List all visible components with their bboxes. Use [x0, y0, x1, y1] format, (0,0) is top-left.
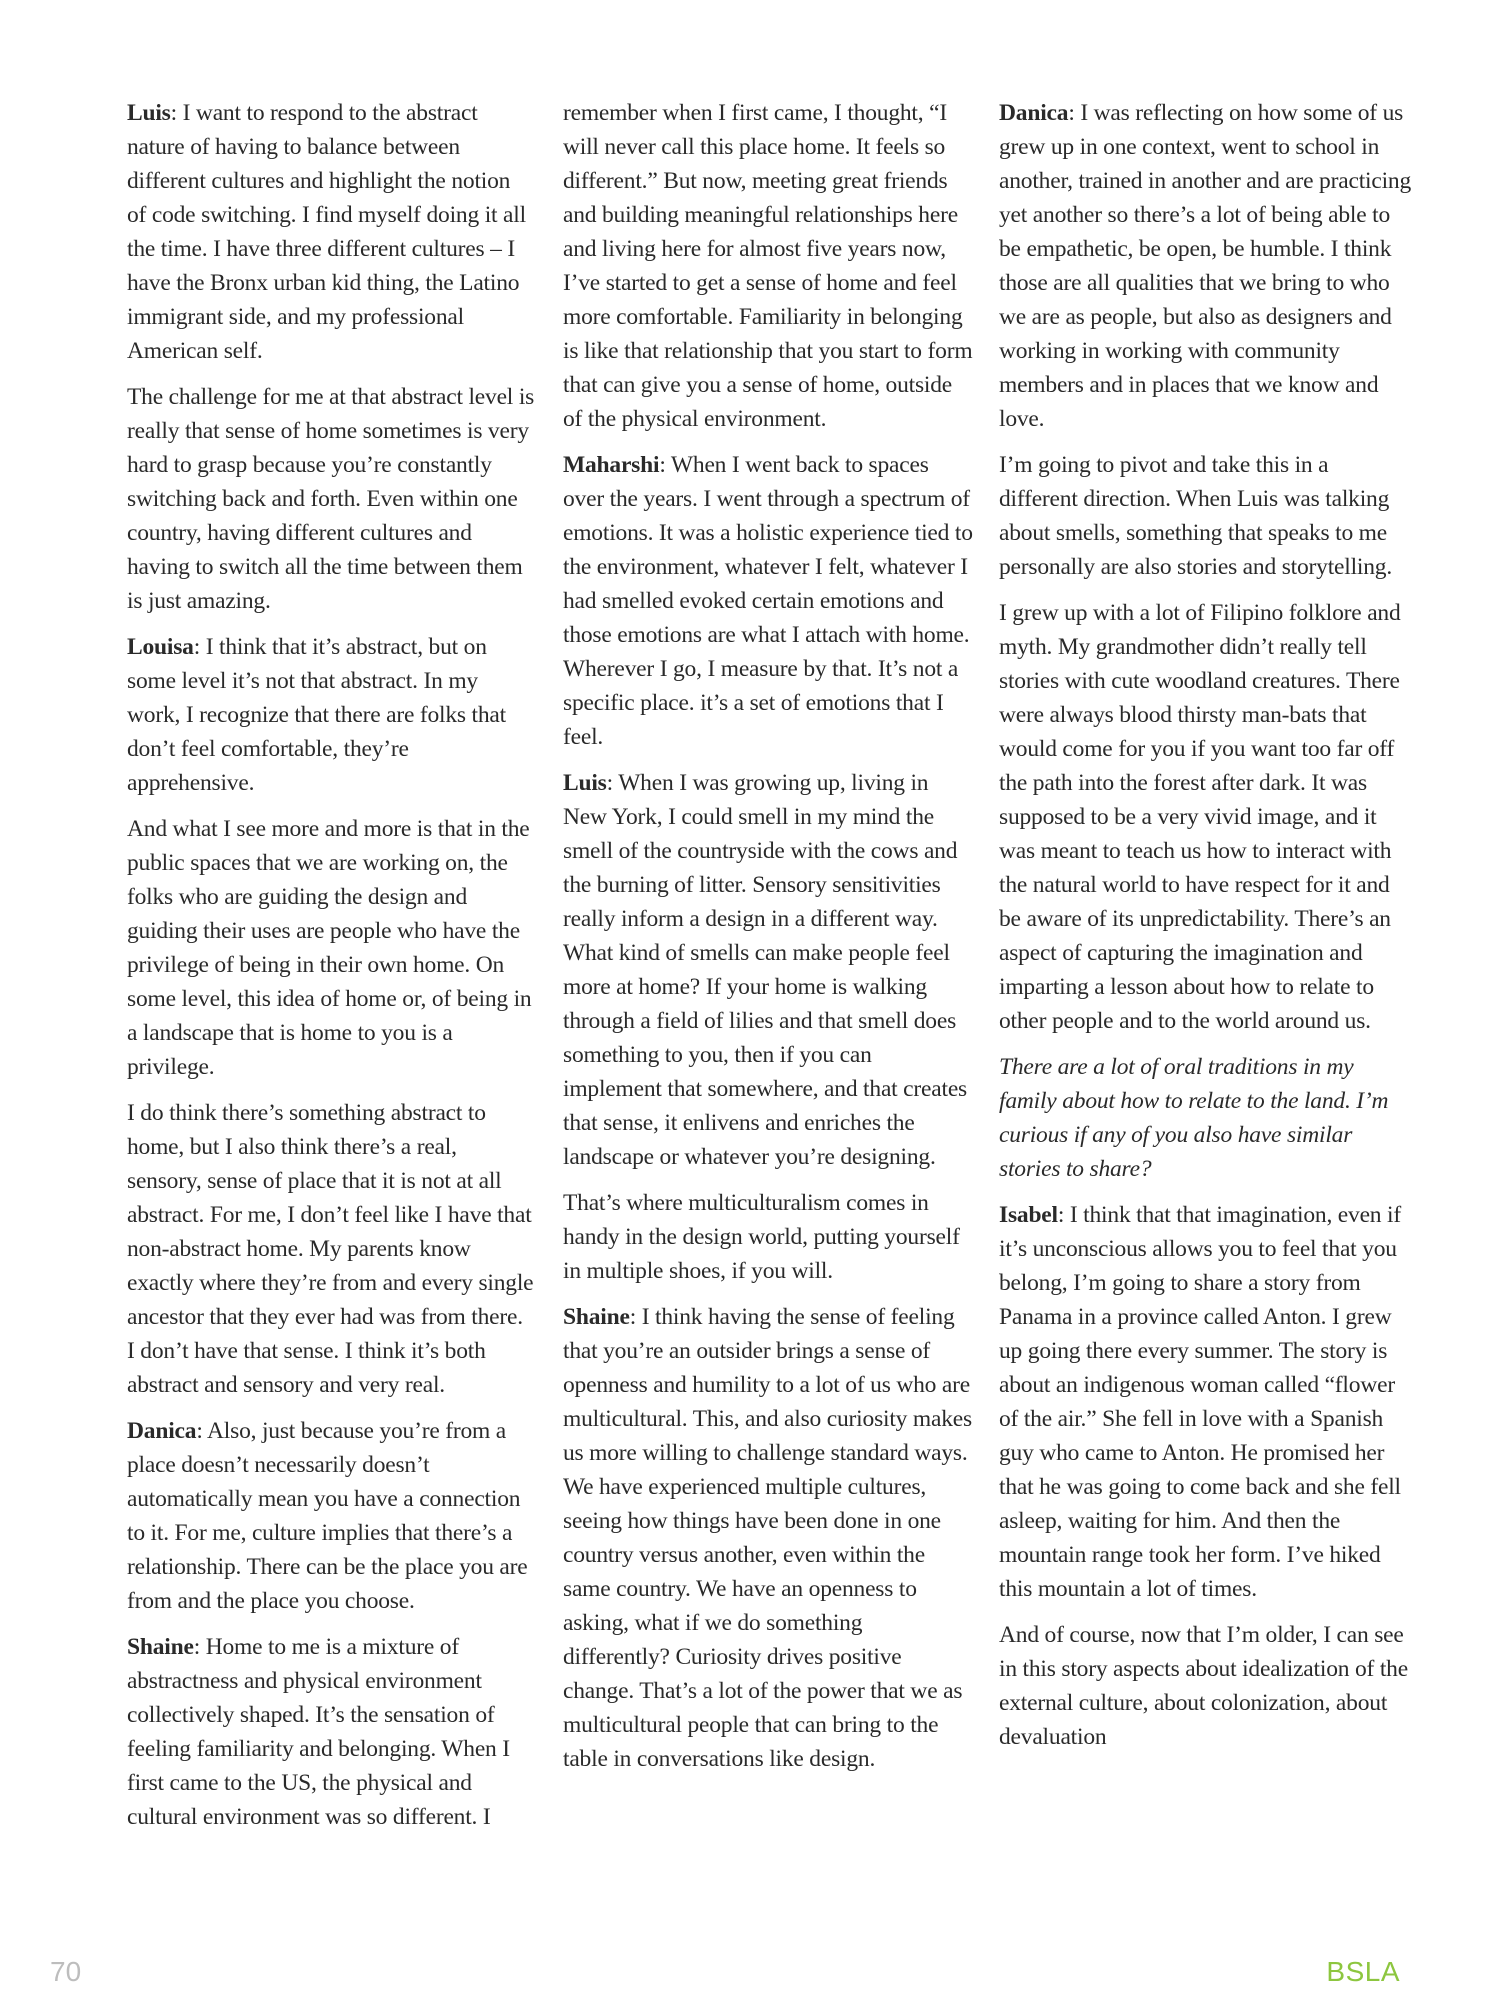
- speaker-name: Maharshi: [563, 452, 660, 478]
- paragraph: [999, 1198, 1411, 1606]
- paragraph-text: That’s where multiculturalism comes in handy in the design world, putting yourself in multiple shoes, if you will.: [563, 1190, 960, 1284]
- paragraph-text: The challenge for me at that abstract level is really that sense of home sometimes is very hard to grasp because you’re constantly switching back and forth. Even within one country, having different cultures and having to switch all the time between them is just amazing.: [127, 384, 535, 614]
- paragraph-text: : I think that it’s abstract, but on some level it’s not that abstract. In my work, I recognize that there are folks that don’t feel comfortable, they’re apprehensive.: [127, 634, 506, 796]
- paragraph-text: : Home to me is a mixture of abstractness and physical environment collectively shaped. It’s the sensation of feeling familiarity and belonging. When I first came to the US, the physical and cultural environment was so different. I: [127, 1634, 510, 1830]
- speaker-name: Shaine: [563, 1304, 630, 1330]
- speaker-name: Shaine: [127, 1634, 194, 1660]
- paragraph: [999, 596, 1411, 1038]
- paragraph: [563, 1186, 973, 1288]
- paragraph-text: And of course, now that I’m older, I can see in this story aspects about idealization of the external culture, about colonization, about devaluation: [999, 1622, 1408, 1750]
- paragraph-text: : I think that that imagination, even if it’s unconscious allows you to feel that you belong, I’m going to share a story from Panama in a province called Anton. I grew up going there every summer. The story is about an indigenous woman called “flower of the air.” She fell in love with a Spanish guy who came to Anton. He promised her that he was going to come back and she fell asleep, waiting for him. And then the mountain range took her form. I’ve hiked this mountain a lot of times.: [999, 1202, 1401, 1602]
- paragraph: [127, 380, 535, 618]
- article-column-3: [999, 96, 1411, 1766]
- page-number: 70: [50, 1956, 82, 1987]
- paragraph: [563, 766, 973, 1174]
- paragraph-text: I do think there’s something abstract to home, but I also think there’s a real, sensory, sense of place that it is not at all abstract. For me, I don’t feel like I have that non-abstract home. My parents know exactly where they’re from and every single ancestor that they ever had was from there. I don’t have that sense. I think it’s both abstract and sensory and very real.: [127, 1100, 534, 1398]
- paragraph: [127, 96, 535, 368]
- paragraph: [999, 96, 1411, 436]
- paragraph-text: : I want to respond to the abstract nature of having to balance between different cultures and highlight the notion of code switching. I find myself doing it all the time. I have three different cultures – I have the Bronx urban kid thing, the Latino immigrant side, and my professional American self.: [127, 100, 526, 364]
- moderator-question: [999, 1050, 1411, 1186]
- paragraph: [999, 1618, 1411, 1754]
- speaker-name: Danica: [127, 1418, 197, 1444]
- paragraph: [563, 1300, 973, 1776]
- paragraph: [999, 448, 1411, 584]
- paragraph: [127, 812, 535, 1084]
- paragraph-text: I’m going to pivot and take this in a different direction. When Luis was talking about smells, something that speaks to me personally are also stories and storytelling.: [999, 452, 1393, 580]
- speaker-name: Isabel: [999, 1202, 1058, 1228]
- paragraph-text: : When I went back to spaces over the years. I went through a spectrum of emotions. It was a holistic experience tied to the environment, whatever I felt, whatever I had smelled evoked certain emotions and those emotions are what I attach with home. Wherever I go, I measure by that. It’s not a specific place. it’s a set of emotions that I feel.: [563, 452, 973, 750]
- speaker-name: Louisa: [127, 634, 194, 660]
- paragraph-text: : I was reflecting on how some of us grew up in one context, went to school in another, trained in another and are practicing yet another so there’s a lot of being able to be empathetic, be open, be humble. I think those are all qualities that we bring to who we are as people, but also as designers and working in working with community members and in places that we know and love.: [999, 100, 1412, 432]
- paragraph: [127, 1414, 535, 1618]
- paragraph: [127, 1096, 535, 1402]
- article-column-1: [127, 96, 535, 1846]
- paragraph-text: I grew up with a lot of Filipino folklore and myth. My grandmother didn’t really tell stories with cute woodland creatures. There were always blood thirsty man-bats that would come for you if you want too far off the path into the forest after dark. It was supposed to be a very vivid image, and it was meant to teach us how to interact with the natural world to have respect for it and be aware of its unpredictability. There’s an aspect of capturing the imagination and imparting a lesson about how to relate to other people and to the world around us.: [999, 600, 1401, 1034]
- speaker-name: Luis: [127, 100, 171, 126]
- article-column-2: [563, 96, 973, 1788]
- speaker-name: Luis: [563, 770, 607, 796]
- question-text: There are a lot of oral traditions in my family about how to relate to the land. I’m curious if any of you also have similar stories to share?: [999, 1054, 1389, 1182]
- paragraph: [127, 1630, 535, 1834]
- magazine-name: BSLA: [1326, 1956, 1400, 1987]
- paragraph: [563, 448, 973, 754]
- paragraph: [127, 630, 535, 800]
- paragraph-text: : I think having the sense of feeling that you’re an outsider brings a sense of openness and humility to a lot of us who are multicultural. This, and also curiosity makes us more willing to challenge standard ways. We have experienced multiple cultures, seeing how things have been done in one country versus another, even within the same country. We have an openness to asking, what if we do something differently? Curiosity drives positive change. That’s a lot of the power that we as multicultural people that can bring to the table in conversations like design.: [563, 1304, 972, 1772]
- paragraph-text: : When I was growing up, living in New York, I could smell in my mind the smell of the countryside with the cows and the burning of litter. Sensory sensitivities really inform a design in a different way. What kind of smells can make people feel more at home? If your home is walking through a field of lilies and that smell does something to you, then if you can implement that somewhere, and that creates that sense, it enlivens and enriches the landscape or whatever you’re designing.: [563, 770, 967, 1170]
- paragraph-text: And what I see more and more is that in the public spaces that we are working on, the folks who are guiding the design and guiding their uses are people who have the privilege of being in their own home. On some level, this idea of home or, of being in a landscape that is home to you is a privilege.: [127, 816, 532, 1080]
- paragraph-text: remember when I first came, I thought, “I will never call this place home. It feels so different.” But now, meeting great friends and building meaningful relationships here and living here for almost five years now, I’ve started to get a sense of home and feel more comfortable. Familiarity in belonging is like that relationship that you start to form that can give you a sense of home, outside of the physical environment.: [563, 100, 973, 432]
- paragraph: [563, 96, 973, 436]
- paragraph-text: : Also, just because you’re from a place doesn’t necessarily doesn’t automatically mean you have a connection to it. For me, culture implies that there’s a relationship. There can be the place you are from and the place you choose.: [127, 1418, 528, 1614]
- speaker-name: Danica: [999, 100, 1069, 126]
